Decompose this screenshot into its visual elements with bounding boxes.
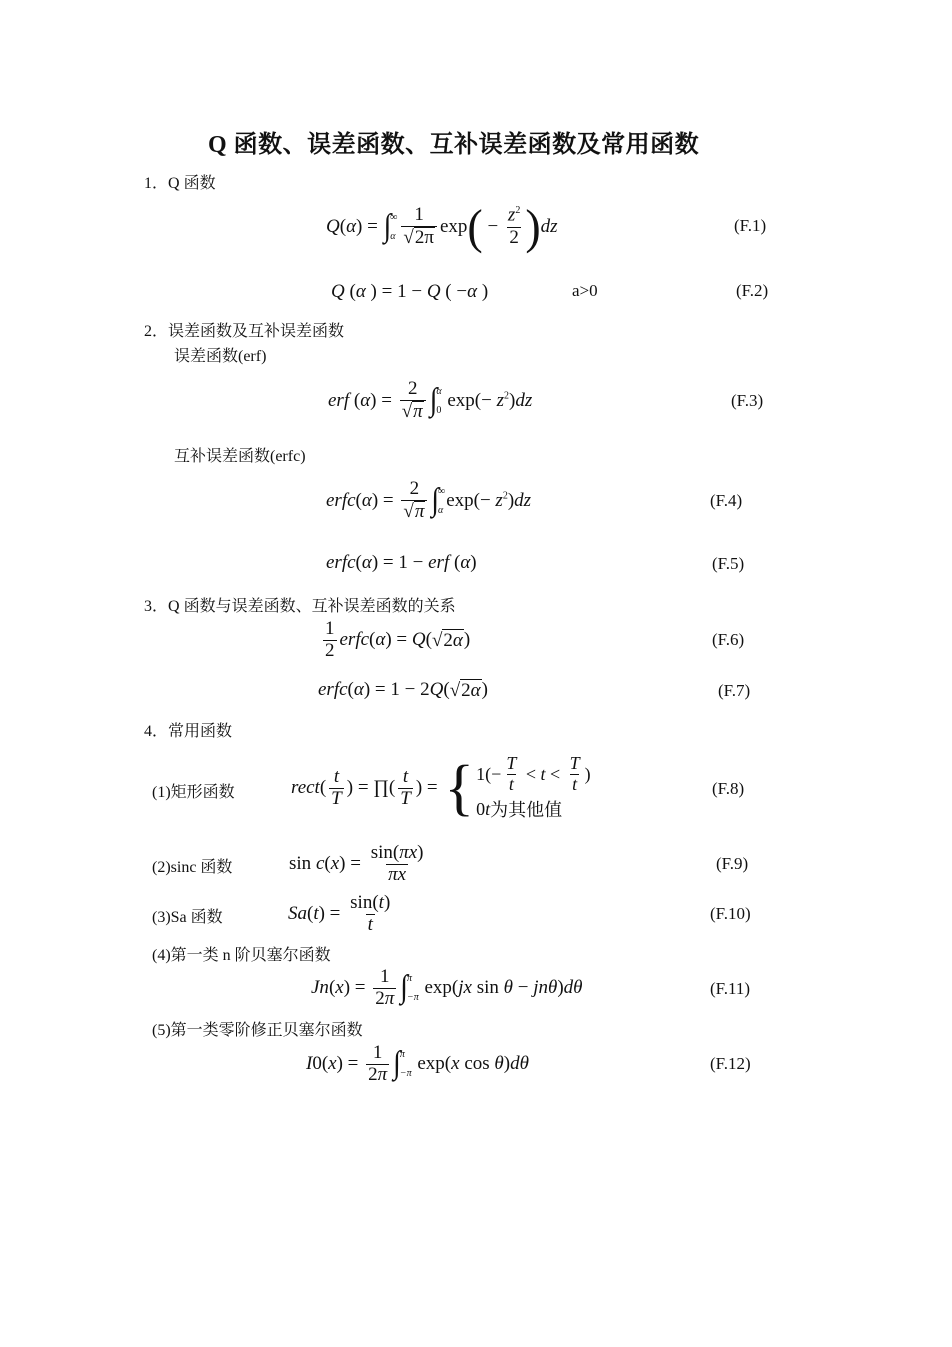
subheading-rect: (1)矩形函数 bbox=[152, 784, 235, 801]
rect-otherwise-text: 为其他值 bbox=[490, 800, 563, 821]
equation-f6: $\frac{1}{2}$ erfc ( α ) = Q ( √ 2α ) bbox=[325, 617, 471, 661]
equation-number: (F.10) bbox=[710, 904, 751, 923]
equation-number: (F.11) bbox=[710, 979, 751, 998]
equation-number: (F.12) bbox=[710, 1054, 751, 1073]
equation-f8: rect ( $\frac{t}{T}$ ) = ∏( $\frac{t}{T}$ ) = { 1(− $\frac{T}{t}$ < t < $\frac{T}{t}$ ) 0 t 为其他值 bbox=[291, 752, 591, 822]
section-number: 4． bbox=[144, 723, 169, 740]
equation-f10: Sa ( t ) = $\frac{\sin(t)}{t}$ bbox=[288, 891, 391, 935]
section-3-heading bbox=[144, 593, 456, 616]
section-number: 1． bbox=[144, 175, 169, 192]
section-number: 3． bbox=[144, 598, 169, 615]
equation-number: (F.9) bbox=[716, 854, 749, 873]
equation-number: (F.1) bbox=[734, 216, 767, 235]
equation-f4: erfc ( α ) = 2 √ π ∫ ∞ α exp(− $z^2$ ) dz bbox=[326, 478, 532, 522]
equation-f9: sin c ( x ) = $\frac{\sin(\pi x)}{\pi x}$ bbox=[289, 841, 424, 885]
subheading-erfc: 互补误差函数(erfc) bbox=[174, 448, 306, 465]
equation-number: (F.6) bbox=[712, 630, 745, 649]
subheading-erf: 误差函数(erf) bbox=[174, 348, 267, 365]
equation-number: (F.5) bbox=[712, 554, 745, 573]
equation-number: (F.7) bbox=[718, 681, 751, 700]
equation-f3: erf ( α ) = 2 √ π ∫ α 0 exp(− $z^2$ ) dz bbox=[328, 378, 533, 422]
section-text: 常用函数 bbox=[168, 723, 233, 740]
equation-number: (F.3) bbox=[731, 391, 764, 410]
equation-condition: a>0 bbox=[572, 281, 598, 300]
equation-number: (F.2) bbox=[736, 281, 769, 300]
equation-f1: Q ( α ) = ∫ ∞ α 1 √ 2π exp ( − $\frac{z^2}{2}$ ) dz bbox=[326, 199, 558, 254]
subheading-mod-bessel: (5)第一类零阶修正贝塞尔函数 bbox=[152, 1022, 363, 1039]
equation-f2: Q ( α ) = 1 − Q ( − α ) bbox=[331, 281, 489, 302]
equation-f7: erfc ( α ) = 1 − 2 Q ( √ 2α ) bbox=[318, 679, 488, 701]
subheading-sa: (3)Sa 函数 bbox=[152, 909, 223, 926]
equation-f12: I 0( x ) = $\frac{1}{2\pi}$ ∫ π −π exp( x cos θ ) dθ bbox=[306, 1041, 529, 1085]
page-title: Q 函数、误差函数、互补误差函数及常用函数 bbox=[208, 132, 700, 158]
section-text: Q 函数 bbox=[168, 175, 216, 192]
section-1-heading bbox=[144, 170, 216, 193]
equation-number: (F.4) bbox=[710, 491, 743, 510]
equation-number: (F.8) bbox=[712, 779, 745, 798]
subheading-bessel: (4)第一类 n 阶贝塞尔函数 bbox=[152, 947, 331, 964]
section-text: Q 函数与误差函数、互补误差函数的关系 bbox=[168, 598, 456, 615]
section-4-heading bbox=[144, 718, 232, 741]
section-text: 误差函数及互补误差函数 bbox=[168, 323, 345, 340]
equation-f5: erfc ( α ) = 1 − erf ( α ) bbox=[326, 552, 477, 573]
section-2-heading bbox=[144, 318, 344, 341]
equation-f11: Jn ( x ) = $\frac{1}{2\pi}$ ∫ π −π exp( jx sin θ − jnθ ) dθ bbox=[311, 965, 583, 1009]
section-number: 2． bbox=[144, 323, 169, 340]
subheading-sinc: (2)sinc 函数 bbox=[152, 859, 233, 876]
